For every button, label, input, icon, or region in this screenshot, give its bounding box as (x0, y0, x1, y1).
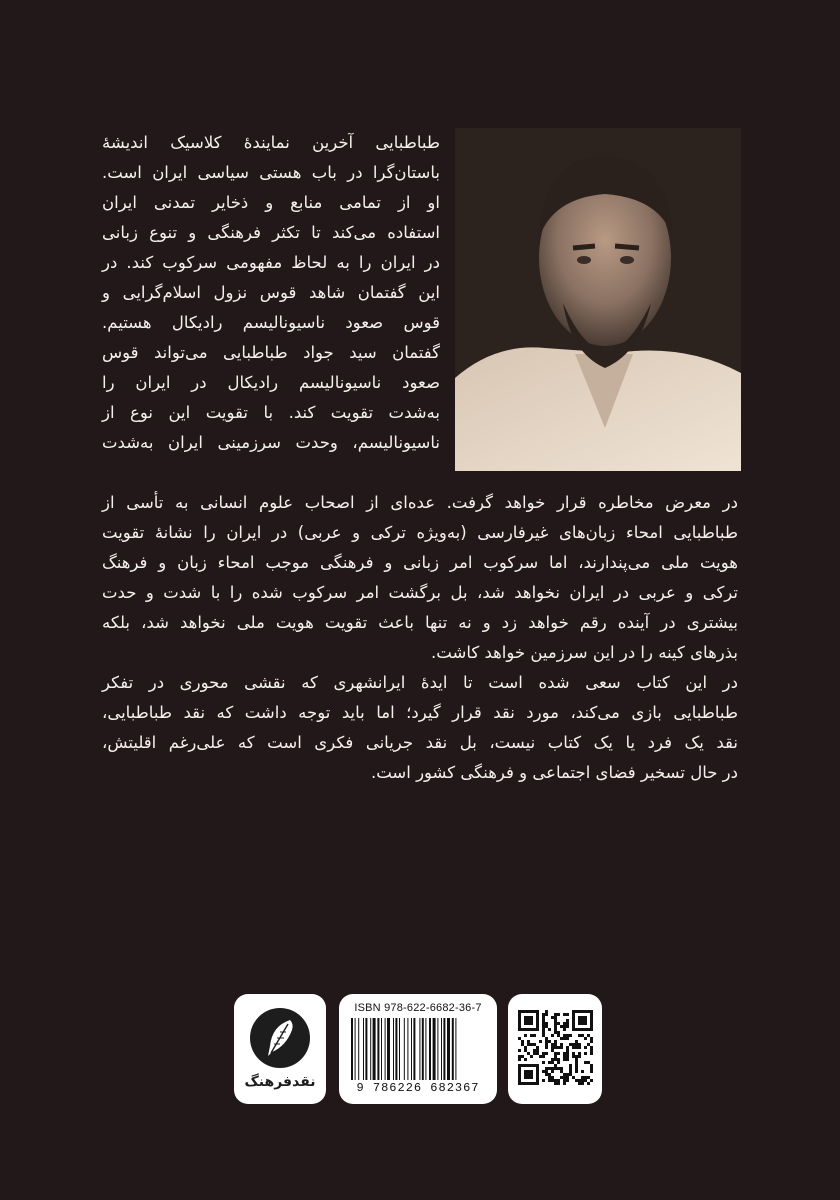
text-line: طباطبایی آخرین نمایندهٔ کلاسیک اندیشهٔ (102, 133, 440, 152)
publisher-logo (234, 994, 326, 1104)
feather-icon (250, 1008, 310, 1068)
barcode-icon (349, 1018, 487, 1080)
text-line: بیشتری در آینده رقم خواهد زد و نه تنها باعث تقویت هویت ملی نخواهد شد، بلکه (102, 613, 738, 632)
qr-code[interactable] (508, 994, 602, 1104)
text-line: بذرهای کینه را در این سرزمین خواهد کاشت. (431, 643, 738, 662)
text-line: در معرض مخاطره قرار خواهد گرفت. عده‌ای از اصحاب علوم انسانی به تأسی از (102, 493, 738, 512)
text-line: نقد یک فرد یا یک کتاب نیست، بل نقد جریانی فکری است که علی‌رغم اقلیتش، (102, 733, 738, 752)
text-line: به‌شدت تقویت کند. با تقویت این نوع از (102, 403, 440, 422)
text-line: هویت ملی می‌پندارند، اما سرکوب امر زبانی و فرهنگی موجب امحاء زبان و فرهنگ (102, 553, 738, 572)
text-line: او از تمامی منابع و ذخایر تمدنی ایران (102, 193, 440, 212)
publisher-name: نقدفرهنگ (244, 1074, 316, 1090)
text-line: ناسیونالیسم، وحدت سرزمینی ایران به‌شدت (102, 433, 440, 452)
author-photo (455, 128, 741, 471)
text-line: طباطبایی بازی می‌کند، مورد نقد قرار گیرد؛ اما باید توجه داشت که نقد طباطبایی، (102, 703, 738, 722)
text-line: در ایران را به لحاظ مفهومی سرکوب کند. در (102, 253, 440, 272)
text-line: صعود ناسیونالیسم رادیکال در ایران را (102, 373, 440, 392)
text-line: باستان‌گرا در باب هستی سیاسی ایران است. (102, 163, 440, 182)
isbn-barcode (339, 994, 497, 1104)
text-line: در حال تسخیر فضای اجتماعی و فرهنگی کشور است. (370, 763, 738, 782)
isbn-digits: 9 786226 682367 (356, 1081, 480, 1095)
text-line: قوس صعود ناسیونالیسم رادیکال هستیم. (102, 313, 440, 332)
text-line: این گفتمان شاهد قوس نزول اسلام‌گرایی و (102, 283, 440, 302)
text-line: گفتمان سید جواد طباطبایی می‌تواند قوس (102, 343, 440, 362)
text-line: استفاده می‌کند تا تکثر فرهنگی و تنوع زبانی (102, 223, 440, 242)
blurb-paragraph-2 (102, 488, 738, 788)
text-line: در این کتاب سعی شده است تا ایدهٔ ایرانشهری که نقشی محوری در تفکر (102, 673, 738, 692)
isbn-label: ISBN 978-622-6682-36-7 (354, 1002, 482, 1014)
text-line: طباطبایی امحاء زبان‌های غیرفارسی (به‌ویژه ترکی و عربی) در ایران را نشانهٔ تقویت (102, 523, 738, 542)
text-line: ترکی و عربی در ایران نخواهد شد، بل برگشت امر سرکوب شده را با شدت و حدت (102, 583, 738, 602)
qr-code-icon (516, 1002, 594, 1096)
blurb-paragraph-1 (102, 128, 440, 458)
